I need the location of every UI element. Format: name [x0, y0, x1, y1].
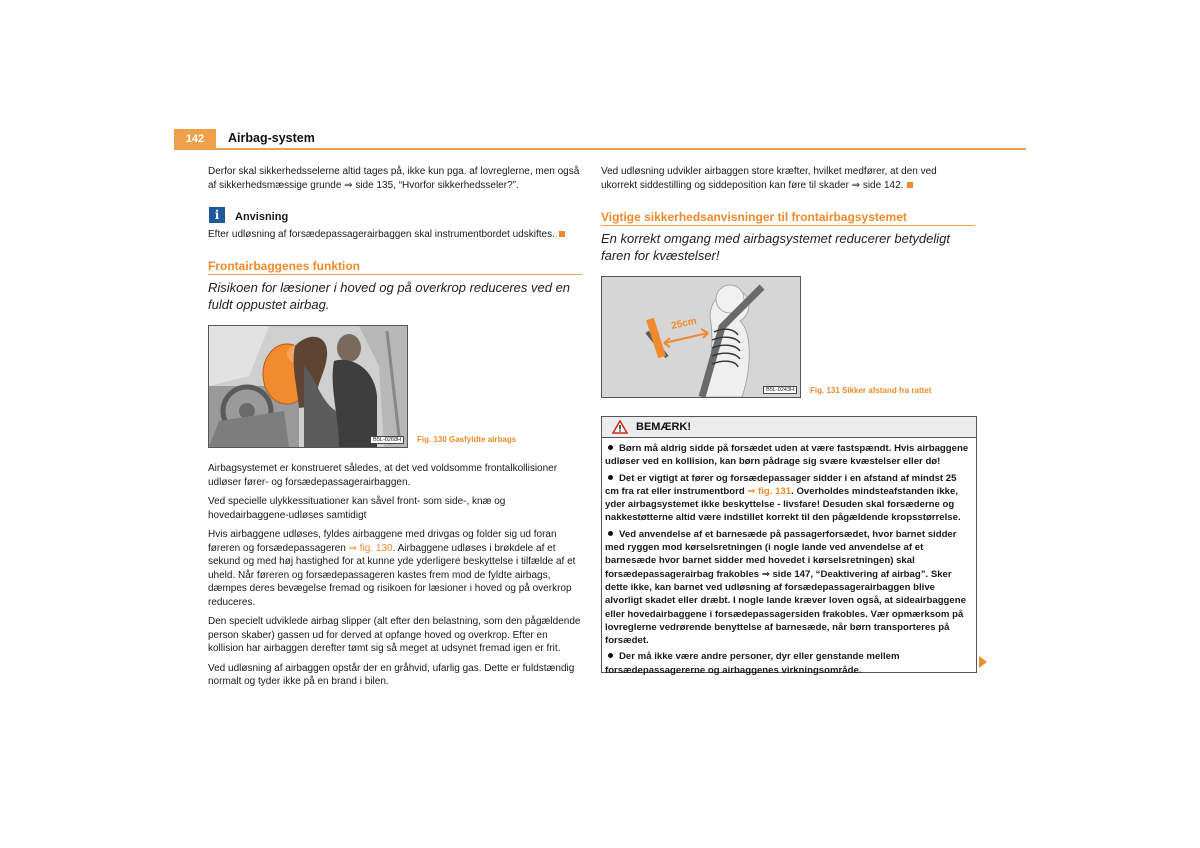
figure-code: B5L-0268H	[370, 436, 404, 444]
bullet	[608, 653, 613, 658]
warning-box	[601, 416, 977, 676]
body-paragraph: Ved specielle ulykkessituationer kan såvel front- som side-, knæ og hovedairbaggene-udløses samtidigt	[208, 496, 506, 521]
section-rule	[208, 274, 582, 275]
bullet	[608, 445, 613, 450]
warning-text: Det er vigtigt at fører og forsædepassager sidder i en afstand af mindst 25 cm fra rat eller instrumentbord	[605, 472, 957, 497]
warning-item	[605, 650, 970, 677]
figure-caption: Fig. 130 Gasfyldte airbags	[417, 435, 517, 444]
warning-header	[602, 417, 976, 438]
bullet	[608, 531, 613, 536]
airbag-illustration	[209, 326, 407, 447]
header-rule	[174, 148, 1026, 150]
left-intro	[208, 165, 582, 192]
body-text: . Airbaggene udløses i brøkdele af et sekund og med høj hastighed for at kunne yde yderligere beskyttelse i tilfælde af et uheld. Når føreren og forsædepassageren kastes frem mod de fyldte airbags, dæmpes deres bevægelse fremad og risikoen for læsioner i hoved og på overkrop reduceres.	[208, 542, 576, 608]
warning-text: Der må ikke være andre personer, dyr eller genstande mellem forsædepassagererne og airbaggenes virkningsområde.	[605, 651, 900, 676]
warning-item	[605, 528, 970, 648]
end-mark	[559, 231, 565, 237]
warning-icon	[612, 420, 628, 434]
warning-text: Børn må aldrig sidde på forsædet uden at være fastspændt. Hvis airbaggene udløser ved en kollision, kan børn pådrage sig svære kvæstelser eller dø!	[605, 443, 969, 468]
body-paragraph: Den specielt udviklede airbag slipper (alt efter den belastning, som den pågældende person skaber) gassen ud for derved at opfange hoved og overkrop. Efter en kollision har airbaggen derefter tømt sig så meget at udsynet fremad igen er frit.	[208, 616, 581, 654]
warning-title: BEMÆRK!	[636, 421, 691, 433]
notice-body	[208, 228, 582, 242]
warning-item	[605, 442, 970, 469]
section-intro-front: Risikoen for læsioner i hoved og på overkrop reduceres ved en fuldt oppustet airbag.	[208, 280, 571, 312]
right-intro	[601, 165, 975, 192]
notice-title: Anvisning	[235, 211, 289, 223]
left-body	[208, 462, 582, 689]
figure-safe-distance	[601, 276, 801, 398]
distance-label: 25cm	[670, 315, 698, 332]
body-paragraph: Airbagsystemet er konstrueret således, at det ved voldsomme frontalkollisioner udløser fører- og forsædepassagerairbaggen.	[208, 463, 558, 488]
figure-airbags	[208, 325, 408, 448]
chapter-title: Airbag-system	[228, 131, 315, 145]
page-number: 142	[174, 129, 216, 149]
section-rule	[601, 225, 975, 226]
distance-illustration	[602, 277, 800, 397]
body-text: Hvis airbaggene udløses, fyldes airbaggene med drivgas og folder sig ud foran føreren og forsædepassageren	[208, 529, 557, 554]
section-heading-safety: Vigtige sikkerhedsanvisninger til frontairbagsystemet	[601, 210, 907, 224]
figure-reference-link[interactable]: ⇒ fig. 130	[348, 542, 393, 554]
notice-text: Efter udløsning af forsædepassagerairbaggen skal instrumentbordet udskiftes.	[208, 229, 555, 240]
section-intro-safety: En korrekt omgang med airbagsystemet reducerer betydeligt faren for kvæstelser!	[601, 231, 951, 263]
end-mark	[907, 182, 913, 188]
body-paragraph: Ved udløsning af airbaggen opstår der en gråhvid, ufarlig gas. Dette er fuldstændig normalt og tyder ikke på en brand i bilen.	[208, 662, 575, 687]
section-heading-front: Frontairbaggenes funktion	[208, 259, 361, 273]
bullet	[608, 475, 613, 480]
right-intro-text: Ved udløsning udvikler airbaggen store kræfter, hvilket medfører, at den ved ukorrekt siddestilling og siddeposition kan føre til skader ⇒ side 142.	[601, 166, 937, 191]
warning-text: . Overholdes mindsteafstanden ikke, yder airbagsystemet ikke beskyttelse - livsfare! Desuden skal forsæderne og nakkestøtterne altid være indstillet korrekt til den pågældende kropsstørrelse.	[605, 485, 961, 524]
warning-item	[605, 472, 970, 525]
info-icon: i	[209, 207, 225, 223]
body-paragraph	[208, 528, 582, 609]
figure-caption: Fig. 131 Sikker afstand fra rattet	[810, 386, 932, 395]
left-intro-text: Derfor skal sikkerhedsselerne altid tages på, ikke kun pga. af lovreglerne, men også af sikkerhedsmæssige grunde ⇒ side 135, “Hvorfor sikkerhedsseler?”.	[208, 166, 580, 191]
warning-body	[602, 438, 976, 677]
warning-text: Ved anvendelse af et barnesæde på passagerforsædet, hvor barnet sidder med ryggen mod kørselsretningen (i nogle lande ved anvendelse af et barnesæde hvor barnet sidder med hovedet i kørselsretningen) skal forsædepassagerairbag frakobles ⇒ side 147, “Deaktivering af airbag”. Sker dette ikke, kan barnet ved udløsning af forsædepassagerairbaggen blive alvorligt skadet eller dræbt. I nogle lande kræver loven også, at sideairbaggene eller hovedairbaggene i forsædepassagersiden frakobles. Vær opmærksom på lovreglerne vedrørende benyttelse af barnesæde, når børn transporteres på forsædet.	[605, 528, 966, 647]
figure-code: B5L-0243H	[763, 386, 797, 394]
continue-arrow-icon	[979, 656, 987, 668]
figure-reference-link[interactable]: ⇒ fig. 131	[747, 485, 792, 497]
